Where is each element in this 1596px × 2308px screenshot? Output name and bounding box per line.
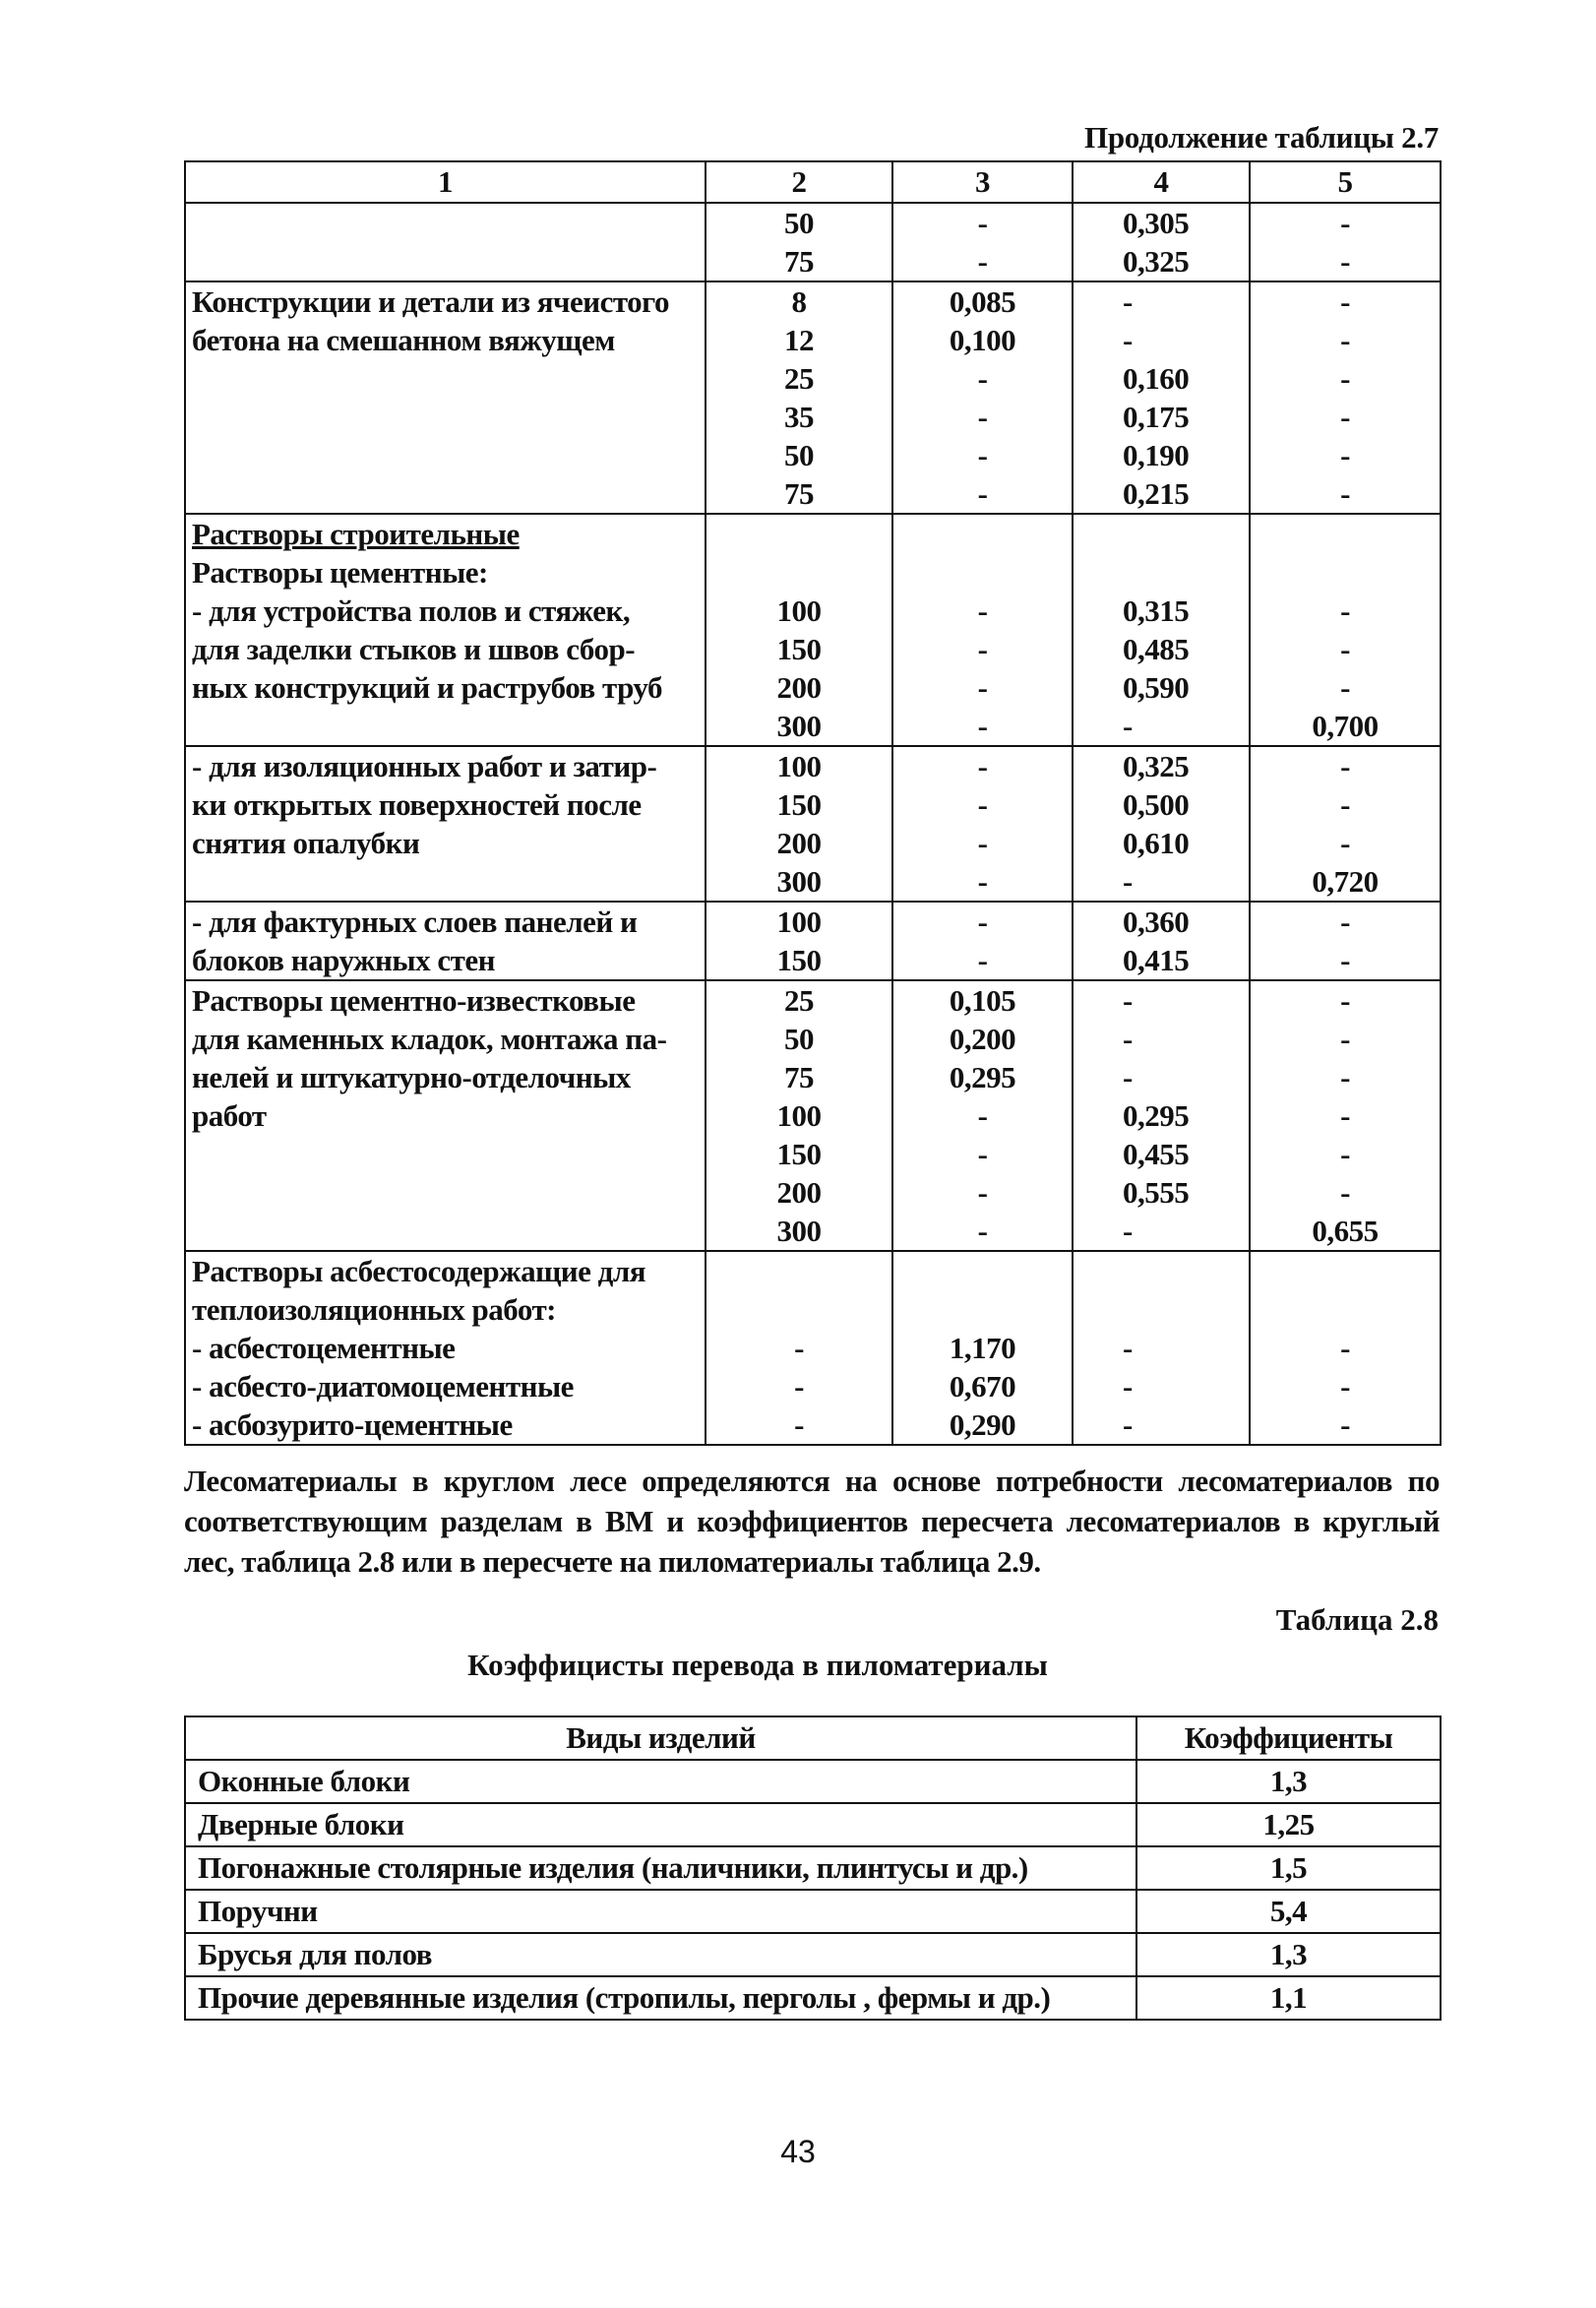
cell-value: 0,305	[1123, 206, 1190, 240]
cell-value: 35	[784, 400, 814, 434]
cell-value: 300	[776, 709, 822, 743]
cell-value: -	[1123, 983, 1133, 1018]
cell-value	[1074, 1252, 1249, 1290]
cell-value: -	[1340, 1022, 1350, 1056]
cell-col4	[1073, 902, 1250, 980]
cell-value: -	[1340, 400, 1350, 434]
cell-col4	[1073, 1251, 1250, 1445]
cell-value: 300	[776, 1214, 822, 1248]
cell-value: 0,295	[1123, 1098, 1190, 1133]
product-name: Прочие деревянные изделия (стропилы, перголы , фермы и др.)	[185, 1976, 1136, 2020]
table-header-row	[185, 1716, 1441, 1760]
product-name: Поручни	[185, 1890, 1136, 1933]
description-line: - асбесто-диатомоцементные	[192, 1369, 574, 1404]
cell-value: 0,215	[1123, 476, 1190, 511]
description-line: работ	[192, 1098, 267, 1133]
cell-col3	[892, 514, 1073, 746]
cell-value: -	[1340, 1098, 1350, 1133]
cell-value: 25	[784, 983, 814, 1018]
table-group-row	[185, 514, 1441, 746]
coefficient: 1,1	[1136, 1976, 1441, 2020]
product-name: Дверные блоки	[185, 1803, 1136, 1846]
cell-value: 100	[776, 749, 822, 783]
description-line: ных конструкций и раструбов труб	[192, 670, 663, 705]
cell-col3	[892, 203, 1073, 281]
cell-value: 100	[776, 904, 822, 939]
table-group-row	[185, 902, 1441, 980]
cell-value: -	[1340, 361, 1350, 396]
cell-value	[1251, 553, 1440, 592]
cell-value: -	[1340, 1137, 1350, 1171]
cell-value: 12	[784, 323, 814, 357]
cell-col5	[1250, 514, 1441, 746]
cell-value: -	[977, 206, 988, 240]
cell-value: -	[1340, 1369, 1350, 1404]
cell-value: 0,555	[1123, 1175, 1190, 1210]
cell-value: 0,415	[1123, 943, 1190, 977]
cell-col4	[1073, 281, 1250, 514]
cell-value: -	[1123, 323, 1133, 357]
description-line: - для устройства полов и стяжек,	[192, 593, 631, 628]
cell-value: 0,175	[1123, 400, 1190, 434]
cell-value: -	[977, 787, 988, 822]
cell-value: -	[1340, 244, 1350, 279]
body-paragraph: Лесоматериалы в круглом лесе определяются на основе потребности лесоматериалов по соответствующим разделам в ВМ и коэффициентов пересчета лесоматериалов в круглый лес, таблица 2.8 или в пересчете на пиломатериалы таблица 2.9.	[184, 1464, 1440, 1579]
cell-value: 200	[776, 1175, 822, 1210]
description-line: ки открытых поверхностей после	[192, 787, 642, 822]
cell-value	[706, 1252, 891, 1290]
cell-value: 50	[784, 438, 814, 472]
cell-value: -	[977, 904, 988, 939]
cell-col5	[1250, 1251, 1441, 1445]
cell-value: -	[1340, 826, 1350, 860]
product-name: Брусья для полов	[185, 1933, 1136, 1976]
description-line: теплоизоляционных работ:	[192, 1292, 557, 1327]
cell-value: -	[1340, 284, 1350, 319]
cell-value	[1251, 515, 1440, 553]
cell-value: -	[1123, 1060, 1133, 1094]
description-line: для каменных кладок, монтажа па-	[192, 1022, 667, 1056]
description-line: бетона на смешанном вяжущем	[192, 323, 615, 357]
cell-col4	[1073, 980, 1250, 1251]
row-description	[185, 746, 706, 902]
cell-value	[893, 1290, 1072, 1329]
cell-col2	[706, 281, 892, 514]
row-description	[185, 980, 706, 1251]
cell-value: -	[1123, 1331, 1133, 1365]
cell-value	[1074, 515, 1249, 553]
cell-value: -	[977, 1137, 988, 1171]
cell-value: -	[1340, 632, 1350, 666]
table-2-8-label: Таблица 2.8	[1275, 1602, 1439, 1637]
row-description	[185, 203, 706, 281]
cell-value: -	[1123, 864, 1133, 899]
table-row	[185, 1846, 1441, 1890]
description-line: снятия опалубки	[192, 826, 420, 860]
cell-col2	[706, 1251, 892, 1445]
cell-value	[893, 1252, 1072, 1290]
cell-col2	[706, 980, 892, 1251]
cell-value: -	[977, 709, 988, 743]
cell-value: 0,290	[949, 1407, 1016, 1442]
coefficient: 1,5	[1136, 1846, 1441, 1890]
cell-value: 0,360	[1123, 904, 1190, 939]
cell-value: 1,170	[949, 1331, 1016, 1365]
cell-value: 100	[776, 593, 822, 628]
cell-value: 0,160	[1123, 361, 1190, 396]
cell-value: 0,485	[1123, 632, 1190, 666]
cell-value: -	[977, 476, 988, 511]
table-row	[185, 1933, 1441, 1976]
table-row	[185, 1803, 1441, 1846]
cell-value	[893, 515, 1072, 553]
description-line: для заделки стыков и швов сбор-	[192, 632, 636, 666]
description-line: Растворы строительные	[192, 517, 520, 551]
cell-value: -	[794, 1407, 804, 1442]
cell-col5	[1250, 203, 1441, 281]
cell-value: -	[1340, 1331, 1350, 1365]
cell-value: 75	[784, 244, 814, 279]
cell-value: -	[1340, 593, 1350, 628]
cell-col2	[706, 902, 892, 980]
page-number: 43	[780, 2134, 816, 2169]
cell-value: -	[1340, 206, 1350, 240]
cell-value: -	[977, 943, 988, 977]
cell-value	[706, 553, 891, 592]
cell-value: 300	[776, 864, 822, 899]
cell-value	[706, 515, 891, 553]
cell-value: -	[1123, 1022, 1133, 1056]
cell-value: 0,200	[949, 1022, 1016, 1056]
cell-value: 0,700	[1312, 709, 1379, 743]
cell-value	[1251, 1290, 1440, 1329]
cell-value: 0,720	[1312, 864, 1379, 899]
cell-value: -	[1340, 1175, 1350, 1210]
cell-value: 0,085	[949, 284, 1016, 319]
table-2-8	[184, 1715, 1442, 2021]
cell-value: 0,295	[949, 1060, 1016, 1094]
cell-value: 150	[776, 787, 822, 822]
table-continuation-caption: Продолжение таблицы 2.7	[1084, 120, 1439, 155]
cell-value	[1074, 553, 1249, 592]
cell-value: -	[977, 361, 988, 396]
cell-value	[1251, 1252, 1440, 1290]
table-2-7	[184, 160, 1442, 1446]
description-line: - для изоляционных работ и затир-	[192, 749, 657, 783]
cell-value: 75	[784, 476, 814, 511]
cell-value: -	[1340, 904, 1350, 939]
description-line: - асбестоцементные	[192, 1331, 456, 1365]
cell-col4	[1073, 746, 1250, 902]
product-name: Оконные блоки	[185, 1760, 1136, 1803]
table-group-row	[185, 281, 1441, 514]
description-line: Растворы цементно-известковые	[192, 983, 636, 1018]
cell-value	[1074, 1290, 1249, 1329]
cell-value: 0,500	[1123, 787, 1190, 822]
description-line: Растворы цементные:	[192, 555, 488, 590]
cell-value: -	[1340, 323, 1350, 357]
cell-value: -	[794, 1369, 804, 1404]
cell-value	[706, 1290, 891, 1329]
cell-col3	[892, 281, 1073, 514]
column-header: 5	[1250, 161, 1441, 203]
row-description	[185, 902, 706, 980]
table-2-8-title: Коэффицисты перевода в пиломатериалы	[467, 1648, 1048, 1682]
cell-value: 0,590	[1123, 670, 1190, 705]
cell-value: 50	[784, 206, 814, 240]
description-line: - для фактурных слоев панелей и	[192, 904, 638, 939]
row-description	[185, 514, 706, 746]
cell-value: 8	[791, 284, 807, 319]
cell-col3	[892, 980, 1073, 1251]
product-name: Погонажные столярные изделия (наличники, плинтусы и др.)	[185, 1846, 1136, 1890]
cell-value: -	[977, 826, 988, 860]
cell-value: -	[977, 749, 988, 783]
cell-col4	[1073, 203, 1250, 281]
cell-value: -	[794, 1331, 804, 1365]
cell-value: 25	[784, 361, 814, 396]
cell-value: 100	[776, 1098, 822, 1133]
description-line: нелей и штукатурно-отделочных	[192, 1060, 631, 1094]
table-header-row	[185, 161, 1441, 203]
cell-col2	[706, 203, 892, 281]
column-header: 2	[706, 161, 892, 203]
cell-col2	[706, 514, 892, 746]
cell-col4	[1073, 514, 1250, 746]
cell-value: -	[1340, 1060, 1350, 1094]
table-group-row	[185, 1251, 1441, 1445]
cell-value: -	[1340, 943, 1350, 977]
cell-col5	[1250, 746, 1441, 902]
cell-value: 150	[776, 632, 822, 666]
cell-value: -	[1123, 1407, 1133, 1442]
cell-col3	[892, 902, 1073, 980]
cell-value: -	[1123, 1369, 1133, 1404]
cell-value: 0,325	[1123, 749, 1190, 783]
cell-value: -	[977, 400, 988, 434]
table-group-row	[185, 203, 1441, 281]
cell-value: -	[1340, 1407, 1350, 1442]
cell-value: 150	[776, 1137, 822, 1171]
cell-value: 0,670	[949, 1369, 1016, 1404]
cell-value: 75	[784, 1060, 814, 1094]
cell-col5	[1250, 281, 1441, 514]
row-description	[185, 281, 706, 514]
coefficient: 5,4	[1136, 1890, 1441, 1933]
cell-value: 0,190	[1123, 438, 1190, 472]
row-description	[185, 1251, 706, 1445]
table-row	[185, 1890, 1441, 1933]
cell-value: -	[977, 1175, 988, 1210]
cell-value: 0,105	[949, 983, 1016, 1018]
cell-value: -	[977, 593, 988, 628]
cell-value: -	[1123, 284, 1133, 319]
table-group-row	[185, 980, 1441, 1251]
column-header: Коэффициенты	[1136, 1716, 1441, 1760]
cell-col3	[892, 746, 1073, 902]
table-group-row	[185, 746, 1441, 902]
cell-value: -	[1340, 476, 1350, 511]
cell-col5	[1250, 980, 1441, 1251]
cell-value: -	[977, 438, 988, 472]
cell-col3	[892, 1251, 1073, 1445]
description-line: блоков наружных стен	[192, 943, 495, 977]
description-line: Конструкции и детали из ячеистого	[192, 284, 669, 319]
cell-value: 0,315	[1123, 593, 1190, 628]
coefficient: 1,3	[1136, 1933, 1441, 1976]
cell-value: -	[1340, 670, 1350, 705]
cell-value	[893, 553, 1072, 592]
cell-value: 200	[776, 670, 822, 705]
column-header: 1	[185, 161, 706, 203]
table-row	[185, 1760, 1441, 1803]
cell-col5	[1250, 902, 1441, 980]
cell-value: 0,100	[949, 323, 1016, 357]
coefficient: 1,3	[1136, 1760, 1441, 1803]
coefficient: 1,25	[1136, 1803, 1441, 1846]
cell-value: 0,325	[1123, 244, 1190, 279]
column-header: 4	[1073, 161, 1250, 203]
cell-value: -	[977, 632, 988, 666]
cell-value: 0,455	[1123, 1137, 1190, 1171]
cell-value: 200	[776, 826, 822, 860]
description-line: Растворы асбестосодержащие для	[192, 1254, 646, 1288]
cell-value: -	[977, 1214, 988, 1248]
column-header: Виды изделий	[185, 1716, 1136, 1760]
cell-value: -	[1123, 1214, 1133, 1248]
cell-value: 0,610	[1123, 826, 1190, 860]
cell-value: -	[1340, 787, 1350, 822]
cell-value: 150	[776, 943, 822, 977]
cell-value: -	[1340, 983, 1350, 1018]
table-row	[185, 1976, 1441, 2020]
cell-value: -	[977, 1098, 988, 1133]
description-line: - асбозурито-цементные	[192, 1407, 513, 1442]
cell-value: -	[1340, 438, 1350, 472]
cell-value: -	[1123, 709, 1133, 743]
cell-value: -	[977, 864, 988, 899]
cell-value: -	[1340, 749, 1350, 783]
cell-value: 50	[784, 1022, 814, 1056]
cell-value: -	[977, 244, 988, 279]
cell-value: 0,655	[1312, 1214, 1379, 1248]
cell-value: -	[977, 670, 988, 705]
cell-col2	[706, 746, 892, 902]
column-header: 3	[892, 161, 1073, 203]
